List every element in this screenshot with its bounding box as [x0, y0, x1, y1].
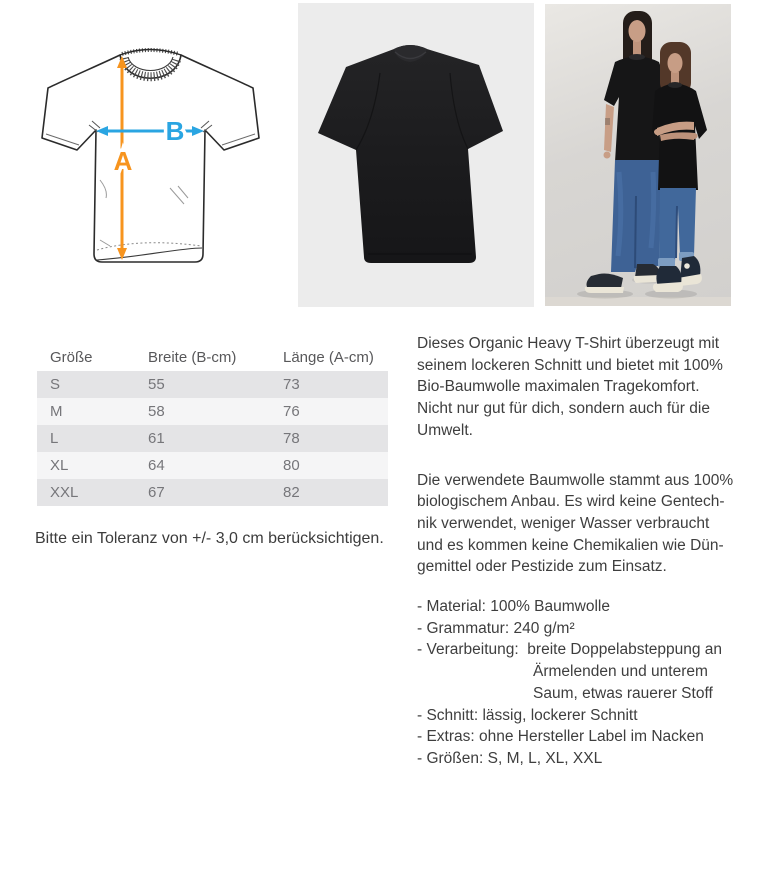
size-table — [37, 344, 388, 506]
table-row — [37, 398, 388, 425]
cell-breite: 64 — [148, 457, 165, 474]
cell-laenge: 82 — [283, 484, 300, 501]
description-line: biologischem Anbau. Es wird keine Gentech- — [417, 493, 725, 511]
floor-strip — [545, 297, 731, 306]
table-row — [37, 452, 388, 479]
tshirt-sketch-svg — [40, 42, 262, 294]
models-wearing-tshirts-photo — [545, 4, 731, 306]
description-line: gemittel oder Pestizide zum Einsatz. — [417, 558, 667, 576]
spec-item-groessen: - Größen: S, M, L, XL, XXL — [417, 749, 603, 767]
spec-item-verarbeitung-cont: Ärmelenden und unterem — [533, 663, 708, 681]
table-row — [37, 425, 388, 452]
model-woman — [652, 42, 707, 292]
tshirt-outline — [42, 55, 259, 262]
description-line: Dieses Organic Heavy T-Shirt überzeugt mit — [417, 335, 720, 352]
tolerance-note: Bitte ein Toleranz von +/- 3,0 cm berücksichtigen. — [35, 530, 384, 547]
cell-laenge: 80 — [283, 457, 300, 474]
description-line: Die verwendete Baumwolle stammt aus 100% — [417, 471, 734, 489]
cell-size: XL — [50, 457, 69, 474]
black-tshirt-svg — [298, 3, 534, 307]
cell-breite: 67 — [148, 484, 165, 501]
description-line: nik verwendet, weniger Wasser verbraucht — [417, 514, 710, 532]
spec-item-verarbeitung: - Verarbeitung: breite Doppelabsteppung an — [417, 641, 723, 659]
label-A: A — [113, 146, 133, 176]
label-B: B — [165, 116, 185, 146]
size-table-header-row — [37, 344, 388, 371]
cell-laenge: 76 — [283, 403, 300, 420]
description-line: Umwelt. — [417, 421, 473, 439]
description-line: Bio-Baumwolle maximalen Tragekomfort. — [417, 378, 700, 396]
cell-size: M — [50, 403, 63, 420]
cell-breite: 61 — [148, 430, 165, 447]
cell-breite: 58 — [148, 403, 165, 420]
description-line: und es kommen keine Chemikalien wie Dün- — [417, 536, 724, 554]
product-description — [417, 333, 767, 770]
description-paragraph-2 — [417, 470, 767, 579]
models-photo-svg — [545, 4, 731, 306]
cell-laenge: 73 — [283, 376, 300, 393]
description-line: Nicht nur gut für dich, sondern auch für die — [417, 400, 710, 418]
spec-item-material: - Material: 100% Baumwolle — [417, 598, 610, 616]
black-tshirt-shape — [318, 45, 503, 263]
cell-size: XXL — [50, 484, 79, 501]
model-man — [585, 11, 672, 293]
spec-item-grammatur: - Grammatur: 240 g/m² — [417, 619, 575, 637]
tshirt-measurement-diagram — [40, 42, 262, 294]
cell-size: L — [50, 430, 59, 447]
col-header-laenge: Länge (A-cm) — [283, 349, 374, 366]
cell-size: S — [50, 376, 61, 393]
col-header-breite: Breite (B-cm) — [148, 349, 237, 366]
description-paragraph-1 — [417, 333, 767, 442]
black-tshirt-product-photo — [298, 3, 534, 307]
description-line: seinem lockeren Schnitt und bietet mit 100% — [417, 356, 723, 374]
spec-item-extras: - Extras: ohne Hersteller Label im Nacken — [417, 728, 704, 746]
spec-item-verarbeitung-cont: Saum, etwas rauerer Stoff — [533, 684, 713, 702]
spec-item-schnitt: - Schnitt: lässig, lockerer Schnitt — [417, 706, 638, 724]
cell-breite: 55 — [148, 376, 165, 393]
table-row — [37, 479, 388, 506]
cell-laenge: 78 — [283, 430, 300, 447]
spec-list — [417, 596, 767, 770]
col-header-groesse: Größe — [50, 349, 93, 366]
table-row — [37, 371, 388, 398]
